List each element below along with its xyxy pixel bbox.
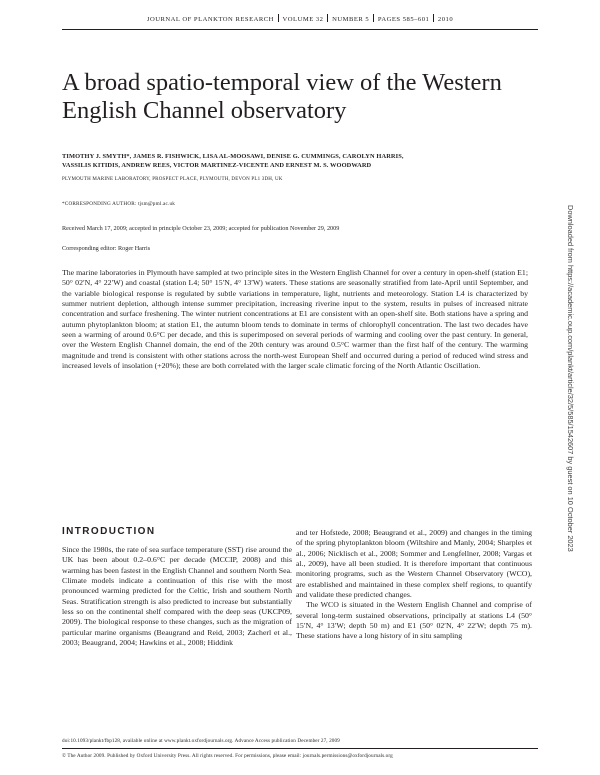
download-watermark: Downloaded from https://academic.oup.com/plankt/article/32/5/585/1542607 by guest on 10 October 2023 xyxy=(566,205,575,552)
footer-rule xyxy=(62,748,538,749)
author-line-2: VASSILIS KITIDIS, ANDREW REES, VICTOR MARTINEZ-VICENTE AND ERNEST M. S. WOODWARD xyxy=(62,161,372,169)
received-dates: Received March 17, 2009; accepted in principle October 23, 2009; accepted for publication November 29, 2009 xyxy=(62,225,340,232)
intro-left-column: Since the 1980s, the rate of sea surface temperature (SST) rise around the UK has been about 0.2–0.6°C per decade (MCCIP, 2008) and this warming has been fastest in the English Channel and southern North Sea. Climate models indicate a continuation of this rise with the most pronounced warming predicted for the Celtic, Irish and southern North Seas. Stratification strength is also predicted to increase but substantially less so on the continental shelf compared with the deep seas (UKCP09, 2009). The biological response to these changes, such as the migration of particular marine organisms (Beaugrand and Reid, 2003; Zacherl et al., 2003; Beaugrand, 2004; Hawkins et al., 2008; Hiddink xyxy=(62,545,292,648)
intro-right-paragraph-2: The WCO is situated in the Western English Channel and comprise of several long-term sustained observations, principally at stations L4 (50° 15′N, 4° 13′W; depth 50 m) and E1 (50° 02′N, 4° 22′W; depth 75 m). These stations have a long history of in situ sampling xyxy=(296,600,532,641)
corresponding-author: *CORRESPONDING AUTHOR: tjsm@pml.ac.uk xyxy=(62,201,176,207)
running-head-number: NUMBER 5 xyxy=(332,16,370,23)
author-line-1: TIMOTHY J. SMYTH*, JAMES R. FISHWICK, LISA AL-MOOSAWI, DENISE G. CUMMINGS, CAROLYN HARRIS, xyxy=(62,153,404,160)
abstract: The marine laboratories in Plymouth have sampled at two principle sites in the Western English Channel for over a century in open-shelf (station E1; 50° 02′N, 4° 22′W) and coastal (station L4; 50° 15′N, 4° 13′W) waters. These stations are seasonally stratified from late-April until September, and the variable biological response is regulated by subtle variations in temperature, light, nutrients and meteorology. Station L4 is characterized by summer nutrient depletion, although intense summer precipitation, increasing riverine input to the system, results in pulses of increased nitrate concentration and surface freshening. The winter nutrient concentrations at E1 are consistent with an open-shelf site. Both stations have a spring and autumn phytoplankton bloom; at station E1, the autumn bloom tends to dominate in terms of chlorophyll concentration. The last two decades have seen a warming of around 0.6°C per decade, and this is superimposed on several periods of warming and cooling over the past century. In general, over the Western English Channel domain, the end of the 20th century was around 0.5°C warmer than the first half of the century. The warming magnitude and trend is consistent with other stations across the north-west European Shelf and occurred during a period of reduced wind stress and increased levels of insolation (+20%); these are both correlated with the larger scale climatic forcing of the North Atlantic Oscillation. xyxy=(62,268,528,371)
footer-doi: doi:10.1093/plankt/fbp128, available online at www.plankt.oxfordjournals.org. Advance Access publication December 27, 2009 xyxy=(62,738,340,744)
header-rule xyxy=(62,29,538,30)
affiliation: PLYMOUTH MARINE LABORATORY, PROSPECT PLACE, PLYMOUTH, DEVON PL1 3DH, UK xyxy=(62,177,283,182)
footer-copyright: © The Author 2009. Published by Oxford University Press. All rights reserved. For permissions, please email: journals.permissions@oxfordjournals.org xyxy=(62,753,393,759)
author-list xyxy=(62,153,542,171)
running-head-journal: JOURNAL OF PLANKTON RESEARCH xyxy=(146,16,274,23)
intro-right-paragraph-1: and ter Hofstede, 2008; Beaugrand et al., 2009) and changes in the timing of the spring phytoplankton bloom (Wiltshire and Manly, 2004; Sharples et al., 2006; Nicklisch et al., 2008; Sommer and Lengfellner, 2008; Vargas et al., 2009), have all been studied. It is therefore important that continuous monitoring programs, such as the Western Channel Observatory (WCO), are established and maintained in these complex shelf regions, to quantify and validate these predicted changes. xyxy=(296,528,532,600)
running-head-volume: VOLUME 32 xyxy=(282,16,324,23)
running-head-year: 2010 xyxy=(437,16,454,23)
article-title: A broad spatio-temporal view of the Western English Channel observatory xyxy=(62,69,502,124)
running-head xyxy=(0,14,600,23)
section-heading-introduction: INTRODUCTION xyxy=(62,526,156,537)
running-head-pages: PAGES 585–601 xyxy=(377,16,430,23)
corresponding-editor: Corresponding editor: Roger Harris xyxy=(62,245,151,252)
intro-right-column xyxy=(296,528,532,642)
